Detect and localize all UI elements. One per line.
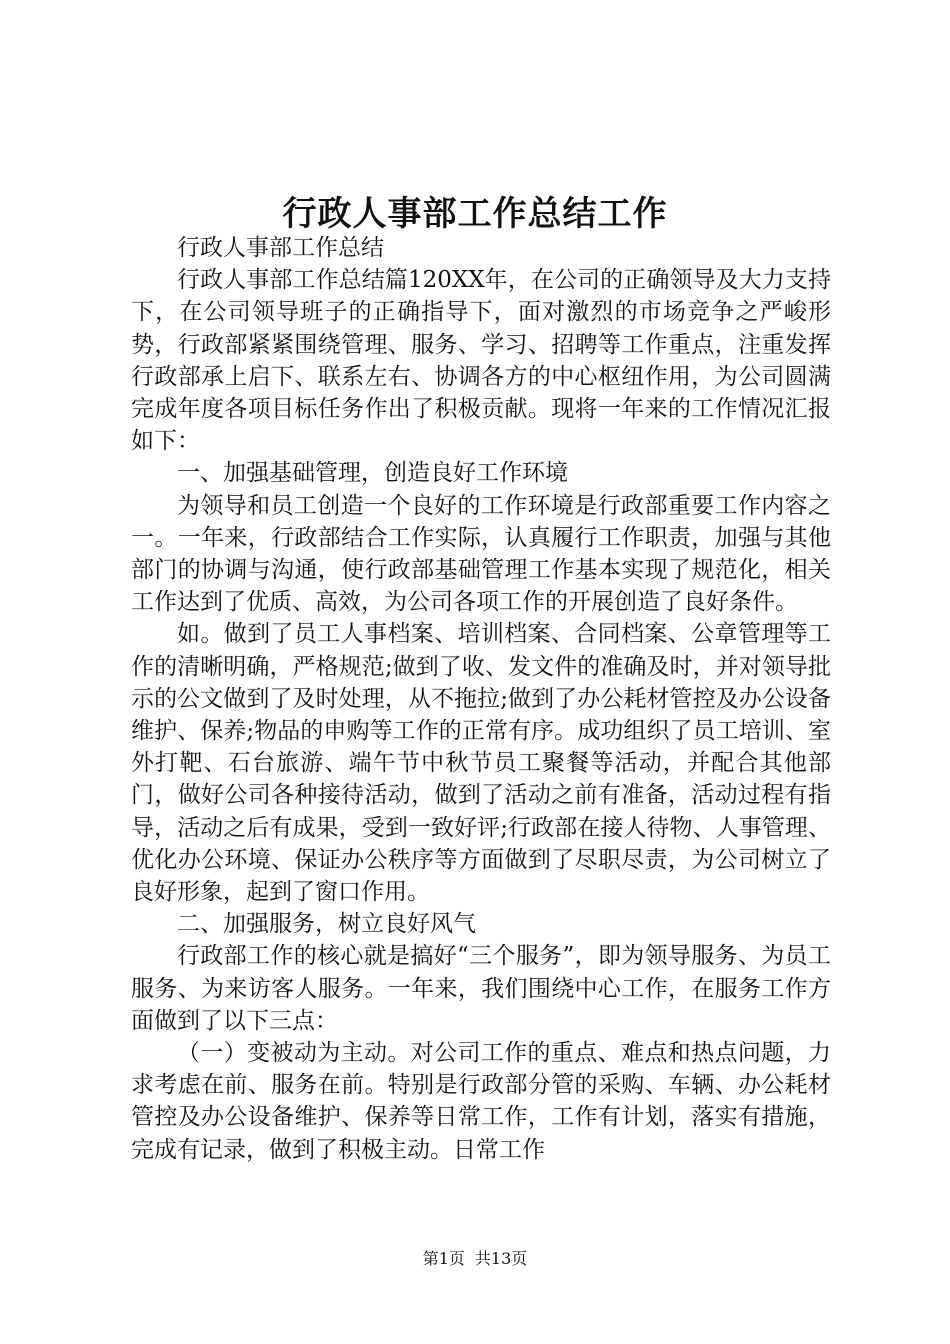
paragraph-section1-a: 为领导和员工创造一个良好的工作环境是行政部重要工作内容之一。一年来，行政部结合工作实际，认真履行工作职责，加强与其他部门的协调与沟通，使行政部基础管理工作基本实现了规范化，相关工作达到了优质、高效，为公司各项工作的开展创造了良好条件。 [131, 492, 831, 616]
section-heading-1: 一、加强基础管理，创造良好工作环境 [177, 460, 568, 487]
paragraph-section2-b: （一）变被动为主动。对公司工作的重点、难点和热点问题，力求考虑在前、服务在前。特别是行政部分管的采购、车辆、办公耗材管控及办公设备维护、保养等日常工作，工作有计划，落实有措施，完成有记录，做到了积极主动。日常工作 [131, 1040, 831, 1163]
page-title: 行政人事部工作总结工作 [282, 194, 668, 234]
paragraph-intro: 行政人事部工作总结篇120XX年，在公司的正确领导及大力支持下，在公司领导班子的正确指导下，面对激烈的市场竞争之严峻形势，行政部紧紧围绕管理、服务、学习、招聘等工作重点，注重发挥行政部承上启下、联系左右、协调各方的中心枢纽作用，为公司圆满完成年度各项目标任务作出了积极贡献。现将一年来的工作情况汇报如下： [131, 267, 831, 455]
page-number: 第1页 [422, 1249, 465, 1268]
document-body [131, 232, 831, 1166]
section-heading-2: 二、加强服务，树立良好风气 [177, 911, 476, 938]
page-footer [0, 1246, 950, 1269]
page-total: 共13页 [474, 1249, 528, 1268]
paragraph-subtitle: 行政人事部工作总结 [177, 235, 384, 261]
paragraph-section2-a: 行政部工作的核心就是搞好“三个服务”，即为领导服务、为员工服务、为来访客人服务。一年来，我们围绕中心工作，在服务工作方面做到了以下三点： [131, 943, 831, 1034]
paragraph-section1-b: 如。做到了员工人事档案、培训档案、合同档案、公章管理等工作的清晰明确，严格规范;做到了收、发文件的准确及时，并对领导批示的公文做到了及时处理，从不拖拉;做到了办公耗材管控及办公设备维护、保养;物品的申购等工作的正常有序。成功组织了员工培训、室外打靶、石台旅游、端午节中秋节员工聚餐等活动，并配合其他部门，做好公司各种接待活动，做到了活动之前有准备，活动过程有指导，活动之后有成果，受到一致好评;行政部在接人待物、人事管理、优化办公环境、保证办公秩序等方面做到了尽职尽责，为公司树立了良好形象，起到了窗口作用。 [131, 621, 831, 906]
